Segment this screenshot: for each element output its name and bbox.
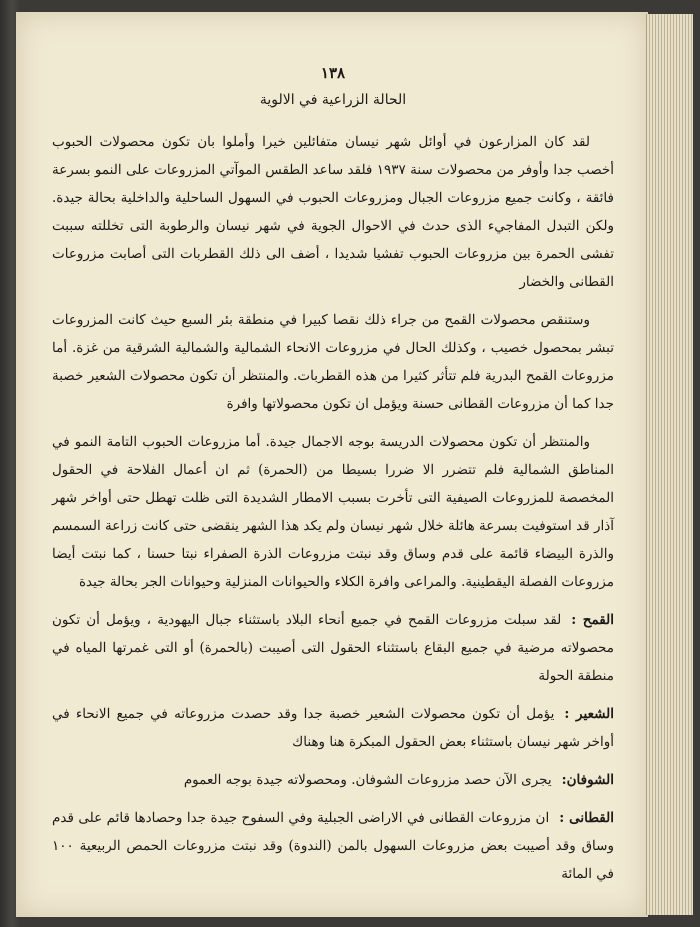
crop-label: الشوفان: <box>561 772 614 788</box>
book-page <box>16 12 648 917</box>
crop-entry-oats <box>52 766 614 794</box>
crop-entry-barley <box>52 700 614 756</box>
crop-text: يؤمل أن تكون محصولات الشعير خصبة جدا وقد حصدت مزروعاته في جميع الانحاء في أواخر شهر نيسان باستثناء بعض الحقول المبكرة هنا وهناك <box>52 706 614 750</box>
crop-label: القطانى : <box>559 810 614 826</box>
page-content <box>52 58 614 898</box>
page-number: ١٣٨ <box>320 64 346 82</box>
crop-label: الشعير : <box>564 706 614 722</box>
crop-entry-wheat <box>52 606 614 690</box>
page-edges <box>646 14 693 915</box>
crop-label: القمح : <box>571 612 614 628</box>
chapter-title: الحالة الزراعية في الالوية <box>259 92 407 108</box>
crop-text: يجرى الآن حصد مزروعات الشوفان. ومحصولاته جيدة بوجه العموم <box>183 772 552 788</box>
paragraph: والمنتظر أن تكون محصولات الدريسة بوجه الاجمال جيدة. أما مزروعات الحبوب التامة النمو في المناطق الشمالية فلم تتضرر الا ضررا بسيطا من (الحمرة) ثم ان أعمال الفلاحة في الحقول المخصصة للمزروعات الصيفية التى تأخرت بسبب الامطار الشديدة التى ظلت تهطل حتى أواخر شهر آذار قد استوفيت بسرعة هائلة خلال شهر نيسان ولم يكد هذا الشهر ينقضى حتى كانت زراعة السمسم والذرة البيضاء قائمة على قدم وساق وقد نبتت مزروعات الذرة الصفراء نبتا حسنا ، كما نبتت أيضا مزروعات الفصلة اليقطينية. والمراعى وافرة الكلاء والحيوانات المنزلية وحيوانات الجر بحالة جيدة <box>52 434 615 590</box>
paragraph: وستنقص محصولات القمح من جراء ذلك نقصا كبيرا في منطقة بئر السبع حيث كانت المزروعات تبشر بمحصول خصيب ، وكذلك الحال في مزروعات الانحاء الشمالية والشمالية الشرقية من غزة. أما مزروعات القمح البدرية فلم تتأثر كثيرا من هذه القطربات. والمنتظر أن تكون محصولات الشعير خصبة جدا كما أن مزروعات القطانى حسنة ويؤمل ان تكون محصولاتها وافرة <box>52 312 614 412</box>
crop-entry-legumes <box>52 804 614 888</box>
crop-text: لقد سبلت مزروعات القمح في جميع أنحاء البلاد باستثناء جبال اليهودية ، ويؤمل أن تكون محصولاته مرضية في جميع البقاع باستثناء الحقول التى أصيبت (بالحمرة) أو التى غمرتها المياه في منطقة الحولة <box>52 612 614 684</box>
paragraph: لقد كان المزارعون في أوائل شهر نيسان متفائلين خيرا وأملوا بان تكون محصولات الحبوب أخصب جدا وأوفر من محصولات سنة ١٩٣٧ فلقد ساعد الطقس الموآتي المزروعات على النمو بسرعة فائقة ، وكانت جميع مزروعات الجبال ومزروعات الحبوب في السهول الساحلية والداخلية بحالة جيدة. ولكن التبدل المفاجيء الذى حدث في الاحوال الجوية في شهر نيسان والرطوبة التى تخللته سببت تفشى الحمرة بين مزروعات الحبوب تفشيا شديدا ، أضف الى ذلك القطربات التى أصابت مزروعات القطانى والخضار <box>52 134 614 290</box>
crop-text: ان مزروعات القطانى في الاراضى الجبلية وفي السفوح جيدة جدا وحصادها قائم على قدم وساق وقد أصيبت بعض مزروعات السهول بالمن (الندوة) وقد نبتت مزروعات الحمص الربيعية ١٠٠ في المائة <box>52 810 614 882</box>
